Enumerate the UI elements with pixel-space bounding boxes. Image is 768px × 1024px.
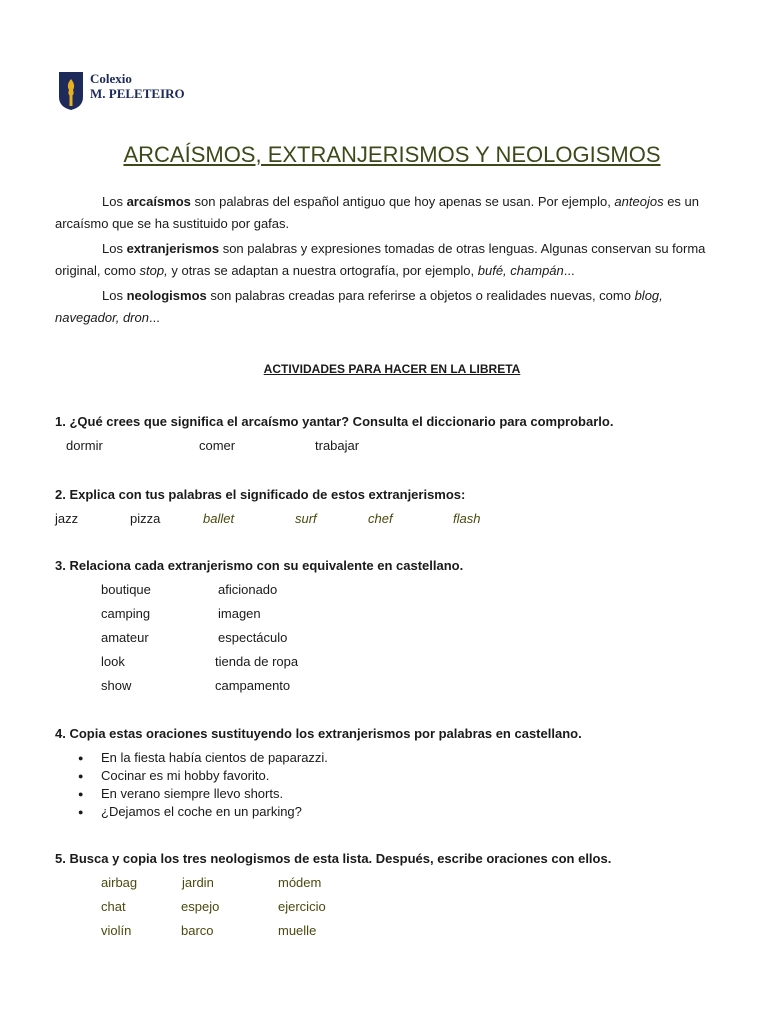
q3-left-word: show <box>101 678 132 693</box>
q5-word: espejo <box>181 899 220 914</box>
q5-word: airbag <box>101 875 138 890</box>
q1-option: comer <box>199 438 236 453</box>
question-1: 1. ¿Qué crees que significa el arcaísmo yantar? Consulta el diccionario para comprobarlo. <box>55 414 614 429</box>
q5-word: chat <box>101 899 126 914</box>
question-5: 5. Busca y copia los tres neologismos de esta lista. Después, escribe oraciones con ellos. <box>55 851 612 866</box>
p2-mid2: y otras se adaptan a nuestra ortografía, por ejemplo, <box>167 263 478 278</box>
p1-mid: son palabras del español antiguo que hoy apenas se usan. Por ejemplo, <box>190 194 615 209</box>
list-item: ● ¿Dejamos el coche en un parking? <box>78 803 328 821</box>
p2-mid: son palabras y expresiones tomadas de otras lenguas. Algunas conservan su forma original, como <box>55 241 706 278</box>
p3-pre: Los <box>102 288 127 303</box>
q3-right-word: imagen <box>218 606 261 621</box>
question-2: 2. Explica con tus palabras el significado de estos extranjerismos: <box>55 487 466 502</box>
list-item: ● En la fiesta había cientos de paparazzi. <box>78 749 328 767</box>
p3-post: ... <box>148 310 160 325</box>
q2-word: surf <box>295 511 317 526</box>
question-3: 3. Relaciona cada extranjerismo con su equivalente en castellano. <box>55 558 464 573</box>
list-item: ● Cocinar es mi hobby favorito. <box>78 767 328 785</box>
q3-left-word: camping <box>101 606 151 621</box>
q3-left-word: amateur <box>101 630 149 645</box>
activities-title: ACTIVIDADES PARA HACER EN LA LIBRETA <box>263 362 521 376</box>
question-4: 4. Copia estas oraciones sustituyendo los extranjerismos por palabras en castellano. <box>55 726 582 741</box>
q2-word: flash <box>453 511 481 526</box>
q3-right-word: campamento <box>215 678 291 693</box>
list-item: ● En verano siempre llevo shorts. <box>78 785 328 803</box>
q2-word: ballet <box>203 511 235 526</box>
q3-left-word: look <box>101 654 125 669</box>
q5-word: muelle <box>278 923 317 938</box>
q4-sentence-list <box>78 749 328 821</box>
q5-word: ejercicio <box>278 899 326 914</box>
p3-mid: son palabras creadas para referirse a objetos o realidades nuevas, como <box>206 288 635 303</box>
q5-word: violín <box>101 923 132 938</box>
q5-word: módem <box>278 875 322 890</box>
p2-ital1: stop, <box>139 263 168 278</box>
q3-right-word: espectáculo <box>218 630 288 645</box>
school-logo <box>58 71 198 111</box>
p3-ital: blog, navegador, dron <box>55 288 663 325</box>
q5-word: jardin <box>182 875 214 890</box>
p1-pre: Los <box>102 194 127 209</box>
logo-line-2: M. PELETEIRO <box>90 86 185 101</box>
p1-bold: arcaísmos <box>126 194 191 209</box>
p2-bold: extranjerismos <box>126 241 220 256</box>
p2-ital2: bufé, champán <box>477 263 564 278</box>
p2-post: ... <box>563 263 575 278</box>
q1-option: trabajar <box>315 438 360 453</box>
torch-shield-icon <box>58 71 84 111</box>
q3-right-word: tienda de ropa <box>215 654 299 669</box>
q2-word: jazz <box>55 511 79 526</box>
p3-bold: neologismos <box>126 288 207 303</box>
q3-left-word: boutique <box>101 582 151 597</box>
q2-word: chef <box>368 511 393 526</box>
q1-option: dormir <box>66 438 103 453</box>
logo-line-1: Colexio <box>90 71 132 86</box>
p2-pre: Los <box>102 241 127 256</box>
q3-right-word: aficionado <box>218 582 278 597</box>
paragraph-arcaismos <box>55 191 715 235</box>
page-title: ARCAÍSMOS, EXTRANJERISMOS Y NEOLOGISMOS <box>123 142 661 167</box>
p1-ital: anteojos <box>614 194 664 209</box>
p1-post: es un arcaísmo que se ha sustituido por gafas. <box>55 194 699 231</box>
q2-word: pizza <box>130 511 161 526</box>
paragraph-neologismos <box>55 285 715 329</box>
paragraph-extranjerismos <box>55 238 715 282</box>
q5-word: barco <box>181 923 214 938</box>
